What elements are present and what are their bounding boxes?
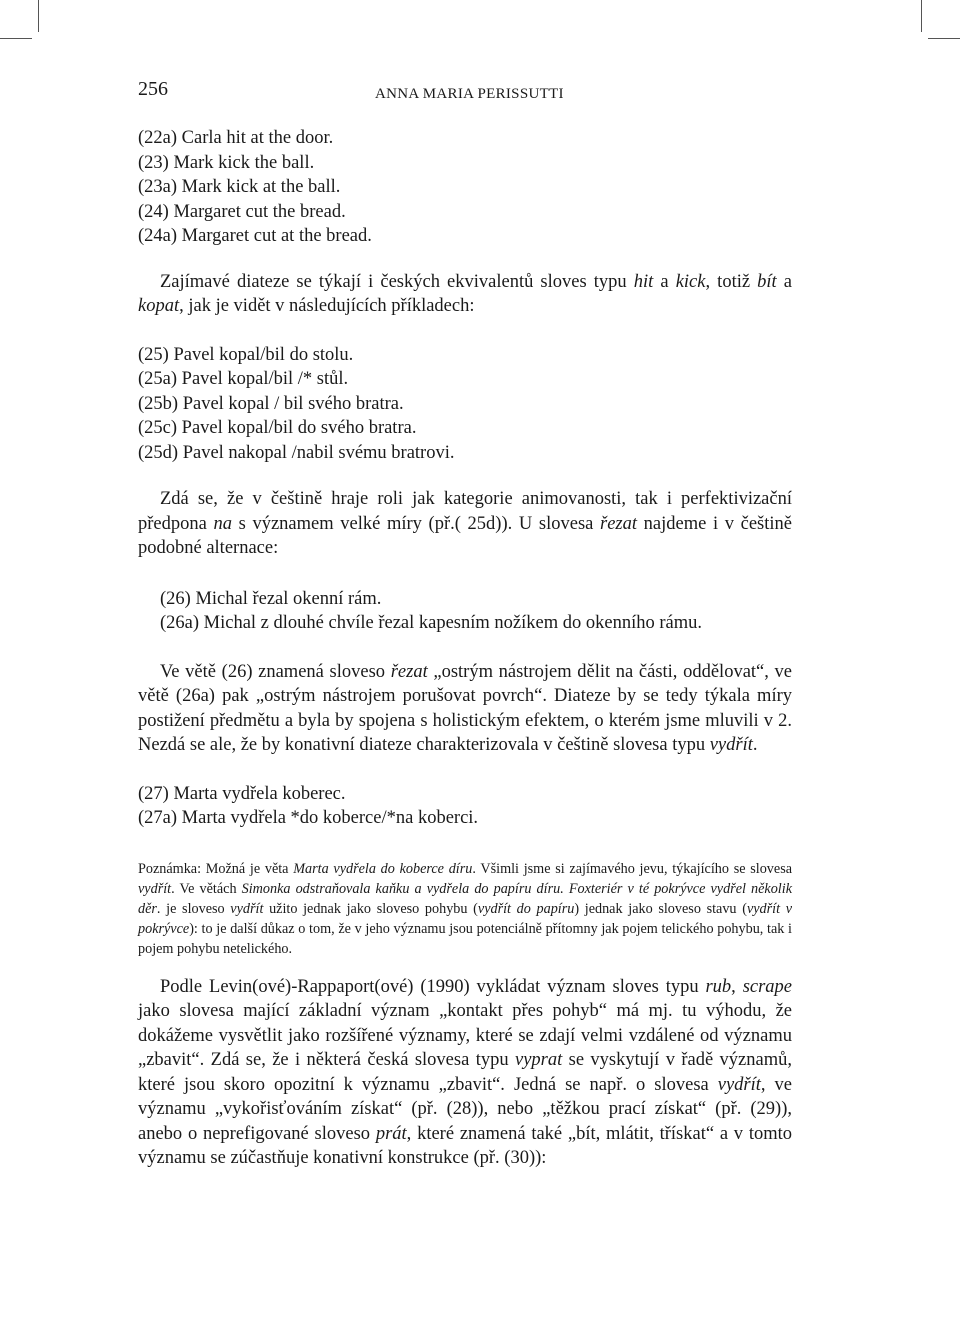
text-run: . je sloveso — [156, 900, 231, 917]
italic-term: scrape — [742, 976, 793, 997]
text-run: Zajímavé diateze se týkají i českých ekvivalentů sloves typu — [160, 271, 634, 292]
example-line: (25b) Pavel kopal / bil svého bratra. — [138, 393, 404, 414]
page-body — [138, 126, 792, 1171]
text-run: Podle Levin(ové)-Rappaport(ové) (1990) vykládat význam sloves typu — [160, 976, 706, 997]
running-head: ANNA MARIA PERISSUTTI — [375, 86, 564, 102]
italic-term: hit — [633, 271, 654, 292]
paragraph-levin-rappaport — [138, 975, 792, 1171]
paragraph-diateze — [138, 270, 792, 319]
italic-term: vydřít — [709, 735, 753, 755]
example-line: (23a) Mark kick at the ball. — [138, 177, 341, 197]
paragraph-rezat — [138, 660, 792, 758]
example-list-25 — [138, 343, 792, 466]
text-run: , ve významu „vykořisťováním získat“ (př. (28)), nebo „těžkou prací získat“ (př. (29)), anebo o neprefigované sloveso — [138, 1074, 793, 1144]
crop-mark — [0, 38, 32, 39]
text-run: . Všimli jsme si zajímavého jevu, týkajícího se slovesa — [472, 860, 793, 877]
italic-term: řezat — [390, 661, 428, 682]
example-line: (26) Michal řezal okenní rám. — [160, 588, 382, 609]
italic-term: kick — [675, 271, 706, 292]
italic-term: bít — [757, 271, 777, 292]
example-line: (22a) Carla hit at the door. — [138, 128, 334, 148]
footnote — [138, 859, 792, 959]
italic-term: na — [213, 513, 232, 534]
example-line: (25d) Pavel nakopal /nabil svému bratrovi. — [138, 442, 455, 463]
paragraph-animovanost — [138, 487, 792, 561]
italic-term: vydřít do papíru — [477, 900, 575, 917]
italic-term: vyprat — [514, 1050, 563, 1070]
crop-mark — [928, 38, 960, 39]
text-run: užito jednak jako sloveso pohybu ( — [263, 900, 478, 917]
example-list-27 — [138, 782, 792, 831]
crop-mark — [921, 0, 922, 32]
text-run: jako slovesa mající základní význam „kontakt přes pohyb“ má mj. tu výhodu, že dokážeme vysvětlit jako rozšířené významy, které se zdají velmi vzdálené od významu „zbavit“. Zdá se, že i některá česká slovesa typu — [138, 1001, 792, 1070]
example-line: (23) Mark kick the ball. — [138, 152, 315, 173]
text-run: a — [776, 271, 792, 292]
text-run: . — [752, 735, 758, 755]
italic-term: kopat — [138, 296, 180, 316]
example-line: (25c) Pavel kopal/bil do svého bratra. — [138, 418, 417, 438]
text-run: , které znamená také „bít, mlátit, třískat“ a v tomto významu se zúčastňuje konativní konstrukce (př. (30)): — [138, 1123, 792, 1168]
text-run: . Ve větách — [171, 880, 242, 897]
example-line: (27a) Marta vydřela *do koberce/*na koberci. — [138, 808, 479, 828]
italic-term: Marta vydřela do koberce díru — [293, 860, 473, 877]
italic-term: Simonka odstraňovala kaňku a vydřela do papíru díru. Foxteriér v té pokrývce vydřel několik děr — [138, 880, 792, 917]
text-run: „ostrým nástrojem dělit na části, oddělovat“, ve větě (26a) pak „ostrým nástrojem porušovat povrch“. Diateze by se tedy týkala míry postižení předmětu a byla by spojena s holistickým efektem, o kterém jsme mluvili v 2. Nezdá se ale, že by konativní diateze charakterizovala v češtině slovesa typu — [138, 661, 793, 755]
example-list-26 — [138, 587, 792, 636]
example-list-22-24 — [138, 126, 792, 249]
text-run: , jak je vidět v následujících příkladech: — [179, 296, 475, 316]
text-run: , totiž — [705, 271, 758, 292]
text-run: , — [731, 976, 743, 997]
text-run: ) jednak jako sloveso stavu ( — [574, 900, 747, 917]
text-run: najdeme i v češtině podobné alternace: — [138, 513, 792, 558]
italic-term: rub — [705, 976, 732, 997]
example-line: (24a) Margaret cut at the bread. — [138, 226, 372, 246]
italic-term: vydřít — [717, 1074, 761, 1095]
italic-term: vydřít — [138, 880, 172, 897]
italic-term: vydřít — [230, 900, 264, 917]
italic-term: prát — [375, 1123, 407, 1144]
text-run: Poznámka: Možná je věta — [138, 860, 294, 877]
text-run: Ve větě (26) znamená sloveso — [160, 661, 391, 682]
text-run: s významem velké míry (př.( 25d)). U slovesa — [231, 513, 600, 534]
example-line: (25) Pavel kopal/bil do stolu. — [138, 344, 354, 365]
text-run: se vyskytují v řadě významů, které jsou skoro opozitní k významu „zbavit“. Jedná se např. o slovesa — [138, 1050, 792, 1095]
example-line: (26a) Michal z dlouhé chvíle řezal kapesním nožíkem do okenního rámu. — [160, 613, 702, 633]
example-line: (24) Margaret cut the bread. — [138, 201, 346, 222]
italic-term: řezat — [600, 513, 637, 534]
text-run: a — [653, 271, 676, 292]
example-line: (25a) Pavel kopal/bil /* stůl. — [138, 369, 349, 389]
crop-mark — [38, 0, 39, 32]
text-run: ): to je další důkaz o tom, že v jeho významu jsou potenciálně přítomny jak pojem telického pohybu, tak i pojem pohybu netelického. — [138, 920, 792, 957]
page-number: 256 — [138, 78, 168, 100]
text-run: Zdá se, že v češtině hraje roli jak kategorie animovanosti, tak i perfektivizační předpona — [138, 489, 792, 534]
example-line: (27) Marta vydřela koberec. — [138, 783, 346, 804]
italic-term: vydřít v pokrývce — [138, 900, 793, 937]
